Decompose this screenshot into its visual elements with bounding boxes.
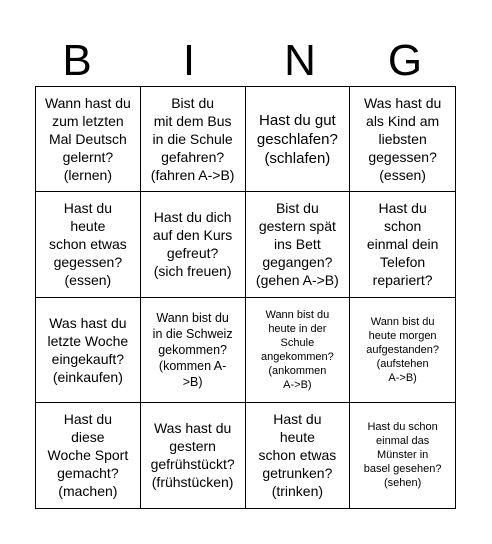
- bingo-cell[interactable]: Hast du diese Woche Sport gemacht? (machen): [36, 403, 141, 508]
- header-letter-n: N: [284, 36, 316, 85]
- bingo-cell[interactable]: Wann bist du heute in der Schule angekommen? (ankommen A->B): [246, 298, 351, 403]
- bingo-cell[interactable]: Was hast du als Kind am liebsten gegessen? (essen): [350, 87, 455, 192]
- bingo-cell[interactable]: Was hast du letzte Woche eingekauft? (einkaufen): [36, 298, 141, 403]
- bingo-cell[interactable]: Was hast du gestern gefrühstückt? (frühstücken): [141, 403, 246, 508]
- header-letter-i: I: [182, 36, 196, 85]
- bingo-cell[interactable]: Wann hast du zum letzten Mal Deutsch gelernt? (lernen): [36, 87, 141, 192]
- bingo-cell[interactable]: Wann bist du in die Schweiz gekommen? (kommen A- >B): [141, 298, 246, 403]
- bingo-cell[interactable]: Hast du heute schon etwas getrunken? (trinken): [246, 403, 351, 508]
- header-letter-g: G: [387, 36, 423, 85]
- bingo-cell[interactable]: Wann bist du heute morgen aufgestanden? (aufstehen A->B): [350, 298, 455, 403]
- bingo-cell[interactable]: Bist du mit dem Bus in die Schule gefahren? (fahren A->B): [141, 87, 246, 192]
- bingo-header: [35, 36, 456, 86]
- bingo-cell[interactable]: Hast du heute schon etwas gegessen? (essen): [36, 192, 141, 297]
- bingo-cell[interactable]: Bist du gestern spät ins Bett gegangen? (gehen A->B): [246, 192, 351, 297]
- bingo-cell[interactable]: Hast du gut geschlafen? (schlafen): [246, 87, 351, 192]
- header-letter-b: B: [62, 36, 92, 85]
- bingo-cell[interactable]: Hast du schon einmal dein Telefon repariert?: [350, 192, 455, 297]
- bingo-cell[interactable]: Hast du schon einmal das Münster in basel gesehen? (sehen): [363, 421, 442, 490]
- bingo-board: [35, 86, 456, 509]
- bingo-cell[interactable]: Hast du dich auf den Kurs gefreut? (sich freuen): [141, 192, 246, 297]
